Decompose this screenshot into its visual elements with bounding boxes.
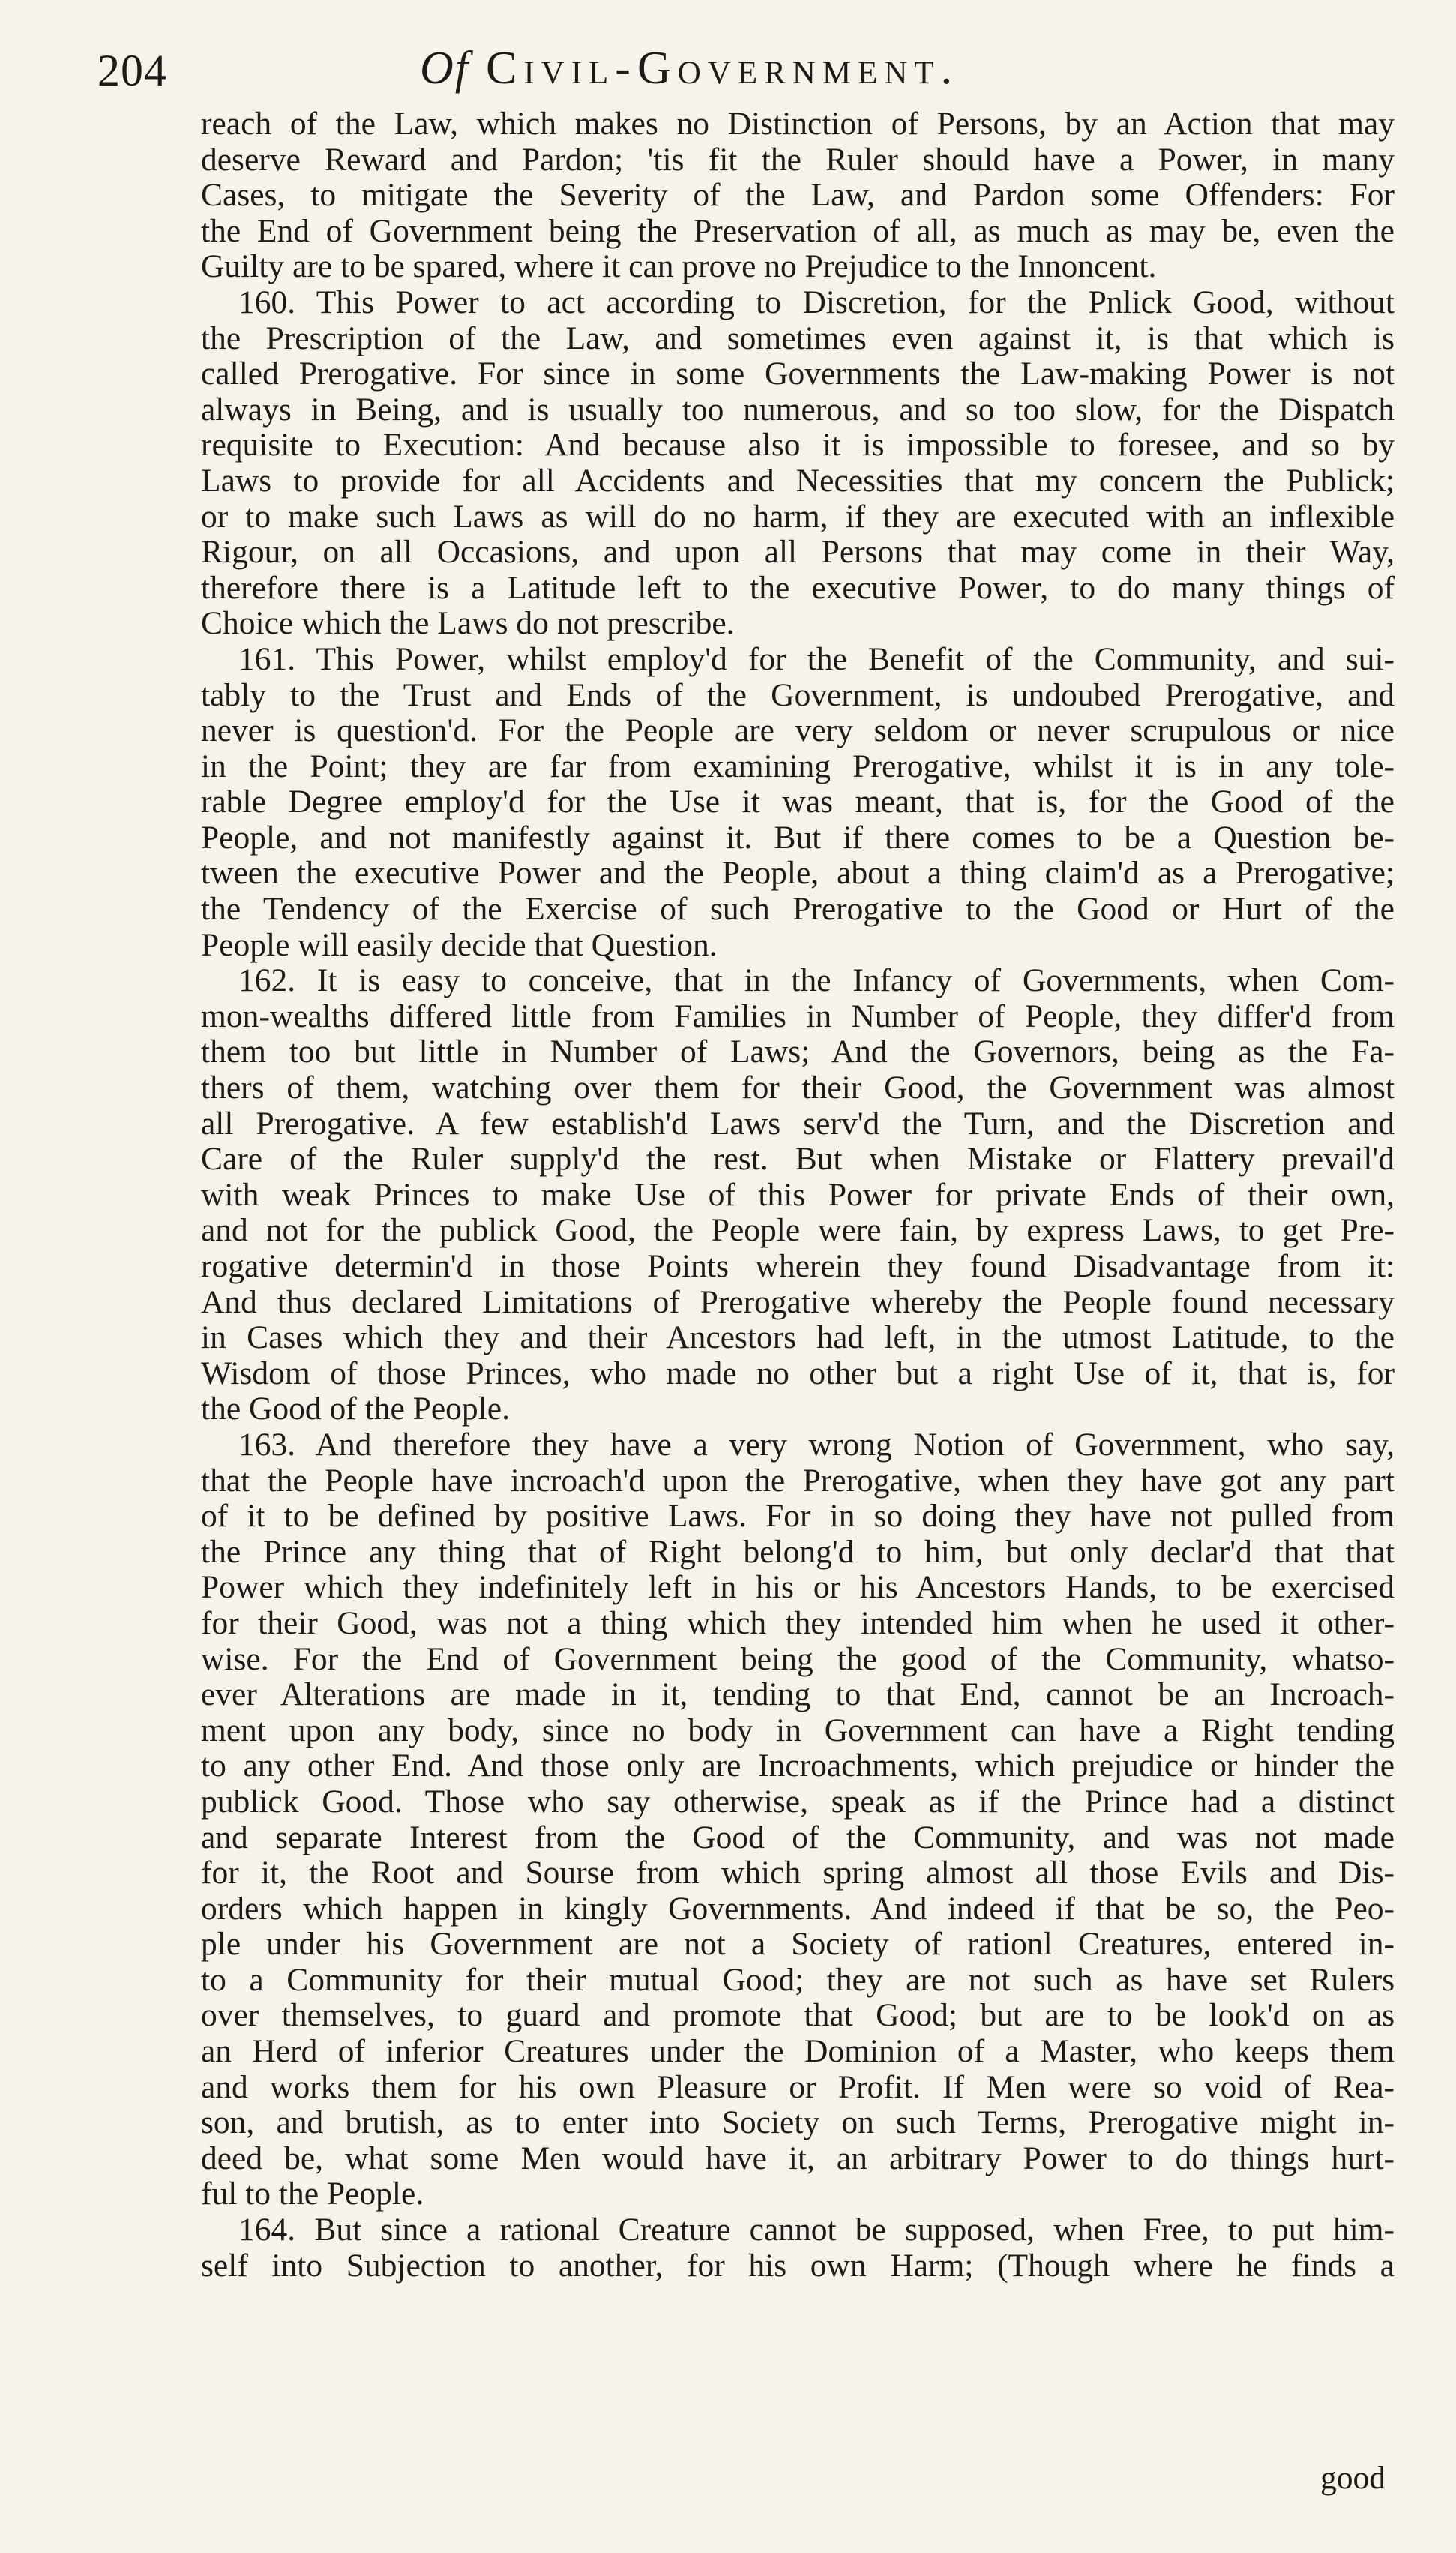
text-line: or to make such Laws as will do no harm, if they are executed with an inflexible: [201, 498, 1395, 535]
text-line: 164. But since a rational Creature cannot be supposed, when Free, to put him-: [238, 2212, 1395, 2248]
text-line: Care of the Ruler supply'd the rest. But when Mistake or Flattery prevail'd: [201, 1141, 1395, 1178]
text-line: and not for the publick Good, the People were fain, by express Laws, to get Pre-: [201, 1212, 1395, 1249]
text-line: in Cases which they and their Ancestors had left, in the utmost Latitude, to the: [201, 1319, 1395, 1356]
text-line: and works them for his own Pleasure or Profit. If Men were so void of Rea-: [201, 2068, 1395, 2105]
text-line: son, and brutish, as to enter into Society on such Terms, Prerogative might in-: [201, 2104, 1395, 2141]
text-line: of it to be defined by positive Laws. For in so doing they have not pulled from: [201, 1498, 1395, 1534]
text-line: therefore there is a Latitude left to the executive Power, to do many things of: [201, 569, 1395, 606]
paragraph-164: [201, 2212, 1395, 2284]
text-line: to any other End. And those only are Incroachments, which prejudice or hinder the: [201, 1748, 1395, 1784]
text-line: with weak Princes to make Use of this Power for private Ends of their own,: [201, 1176, 1395, 1213]
catchword: good: [1320, 2460, 1386, 2496]
page-number: 204: [97, 46, 167, 95]
text-line: People, and not manifestly against it. But if there comes to be a Question be-: [201, 819, 1395, 856]
text-line: People will easily decide that Question.: [201, 926, 718, 963]
text-line: requisite to Execution: And because also it is impossible to foresee, and so by: [201, 427, 1395, 464]
text-line: Choice which the Laws do not prescribe.: [201, 605, 735, 642]
text-line: Cases, to mitigate the Severity of the Law, and Pardon some Offenders: For: [201, 177, 1395, 214]
text-line: the End of Government being the Preservation of all, as much as may be, even the: [201, 212, 1395, 249]
text-line: thers of them, watching over them for their Good, the Government was almost: [201, 1070, 1395, 1106]
text-line: Guilty are to be spared, where it can prove no Prejudice to the Innoncent.: [201, 248, 1157, 285]
text-line: for it, the Root and Sourse from which spring almost all those Evils and Dis-: [201, 1855, 1395, 1892]
text-line: 162. It is easy to conceive, that in the Infancy of Governments, when Com-: [238, 962, 1395, 999]
paragraph-162: [201, 963, 1395, 1427]
text-line: deed be, what some Men would have it, an arbitrary Power to do things hurt-: [201, 2140, 1395, 2176]
text-line: And thus declared Limitations of Prerogative whereby the People found necessary: [201, 1283, 1395, 1320]
text-line: Laws to provide for all Accidents and Necessities that my concern the Publick;: [201, 462, 1395, 499]
text-line: mon-wealths differed little from Families in Number of People, they differ'd from: [201, 998, 1395, 1034]
text-line: rogative determin'd in those Points wherein they found Disadvantage from it:: [201, 1248, 1395, 1284]
body-text: [201, 106, 1395, 2284]
text-line: 163. And therefore they have a very wrong Notion of Government, who say,: [238, 1426, 1395, 1462]
text-line: deserve Reward and Pardon; 'tis fit the Ruler should have a Power, in many: [201, 141, 1395, 178]
text-line: 160. This Power to act according to Discretion, for the Pnlick Good, without: [238, 284, 1395, 320]
text-line: in the Point; they are far from examining Prerogative, whilst it is in any tole-: [201, 748, 1395, 784]
text-line: over themselves, to guard and promote that Good; but are to be look'd on as: [201, 1997, 1395, 2034]
text-line: the Prince any thing that of Right belong'd to him, but only declar'd that that: [201, 1533, 1395, 1570]
paragraph-161: [201, 642, 1395, 963]
text-line: tably to the Trust and Ends of the Government, is undoubed Prerogative, and: [201, 676, 1395, 713]
text-line: Wisdom of those Princes, who made no other but a right Use of it, that is, for: [201, 1354, 1395, 1391]
text-line: publick Good. Those who say otherwise, speak as if the Prince had a distinct: [201, 1783, 1395, 1820]
text-line: and separate Interest from the Good of the Community, and was not made: [201, 1819, 1395, 1856]
text-line: the Tendency of the Exercise of such Prerogative to the Good or Hurt of the: [201, 891, 1395, 928]
text-line: 161. This Power, whilst employ'd for the Benefit of the Community, and sui-: [238, 640, 1395, 677]
text-line: ple under his Government are not a Society of rationl Creatures, entered in-: [201, 1926, 1395, 1963]
text-line: wise. For the End of Government being the good of the Community, whatso-: [201, 1640, 1395, 1677]
page-header: [97, 39, 1387, 99]
paragraph-continuation: [201, 106, 1395, 285]
text-line: ever Alterations are made in it, tending to that End, cannot be an Incroach-: [201, 1676, 1395, 1713]
text-line: reach of the Law, which makes no Distinction of Persons, by an Action that may: [201, 106, 1395, 142]
text-line: called Prerogative. For since in some Governments the Law-making Power is not: [201, 356, 1395, 392]
text-line: an Herd of inferior Creatures under the Dominion of a Master, who keeps them: [201, 2033, 1395, 2070]
text-line: Rigour, on all Occasions, and upon all Persons that may come in their Way,: [201, 534, 1395, 571]
text-line: the Good of the People.: [201, 1390, 510, 1427]
text-line: to a Community for their mutual Good; they are not such as have set Rulers: [201, 1961, 1395, 1998]
text-line: ful to the People.: [201, 2176, 424, 2212]
text-line: that the People have incroach'd upon the Prerogative, when they have got any part: [201, 1462, 1395, 1498]
text-line: never is question'd. For the People are very seldom or never scrupulous or nice: [201, 712, 1395, 749]
text-line: the Prescription of the Law, and sometimes even against it, is that which is: [201, 320, 1395, 356]
text-line: ment upon any body, since no body in Government can have a Right tending: [201, 1712, 1395, 1748]
text-line: Power which they indefinitely left in his or his Ancestors Hands, to be exercised: [201, 1569, 1395, 1606]
paragraph-160: [201, 285, 1395, 642]
text-line: for their Good, was not a thing which they intended him when he used it other-: [201, 1604, 1395, 1641]
running-head-title: Civil-Government.: [486, 43, 960, 94]
text-line: orders which happen in kingly Governments. And indeed if that be so, the Peo-: [201, 1890, 1395, 1927]
text-line: self into Subjection to another, for his own Harm; (Though where he finds a: [201, 2247, 1395, 2284]
text-line: them too but little in Number of Laws; And the Governors, being as the Fa-: [201, 1034, 1395, 1070]
text-line: all Prerogative. A few establish'd Laws serv'd the Turn, and the Discretion and: [201, 1105, 1395, 1142]
text-line: always in Being, and is usually too numerous, and so too slow, for the Dispatch: [201, 391, 1395, 428]
text-line: tween the executive Power and the People, about a thing claim'd as a Prerogative;: [201, 855, 1395, 892]
paragraph-163: [201, 1427, 1395, 2212]
running-head: [420, 42, 959, 95]
text-line: rable Degree employ'd for the Use it was meant, that is, for the Good of the: [201, 784, 1395, 820]
running-head-of: Of: [420, 43, 469, 94]
